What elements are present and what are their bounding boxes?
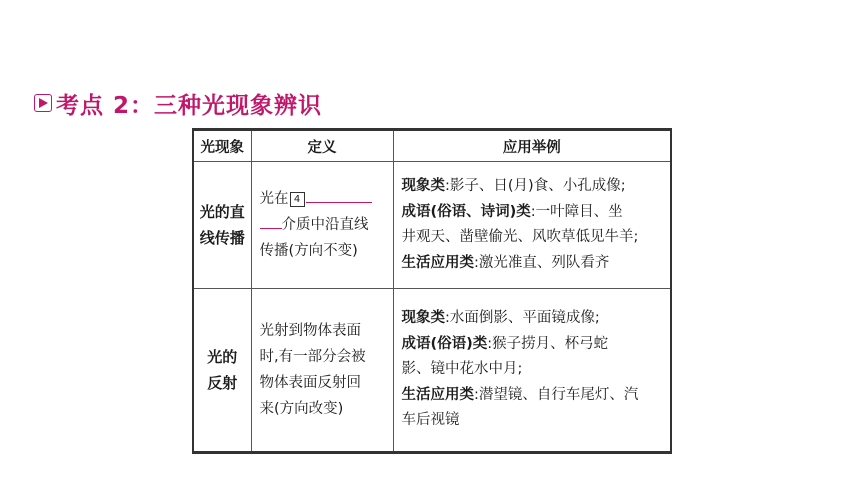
heading-text: 考点 2：三种光现象辨识 bbox=[56, 92, 323, 119]
definition-cell: 光在 4 介质中沿直线 传播(方向不变) bbox=[251, 162, 393, 289]
header-phenomenon: 光现象 bbox=[193, 130, 251, 162]
examples-cell: 现象类:水面倒影、平面镜成像; 成语(俗语)类:猴子捞月、杯弓蛇 影、镜中花水中月; 生活应用类:潜望镜、自行车尾灯、汽 车后视镜 bbox=[393, 289, 671, 453]
table-row bbox=[193, 289, 671, 453]
table-header-row bbox=[193, 130, 671, 162]
phenomenon-name: 光的直 线传播 bbox=[193, 162, 251, 289]
header-examples: 应用举例 bbox=[393, 130, 671, 162]
header-definition: 定义 bbox=[251, 130, 393, 162]
fill-in-blank-continued bbox=[260, 212, 282, 229]
definition-cell: 光射到物体表面 时,有一部分会被 物体表面反射回 来(方向改变) bbox=[251, 289, 393, 453]
table-row bbox=[193, 162, 671, 289]
light-phenomena-table bbox=[192, 128, 672, 454]
phenomenon-name: 光的 反射 bbox=[193, 289, 251, 453]
examples-cell: 现象类:影子、日(月)食、小孔成像; 成语(俗语、诗词)类:一叶障目、坐 井观天、凿壁偷光、风吹草低见牛羊; 生活应用类:激光准直、列队看齐 bbox=[393, 162, 671, 289]
section-heading bbox=[34, 86, 322, 120]
play-box-icon bbox=[34, 94, 52, 112]
blank-number-badge: 4 bbox=[290, 192, 305, 207]
fill-in-blank[interactable] bbox=[306, 186, 372, 203]
